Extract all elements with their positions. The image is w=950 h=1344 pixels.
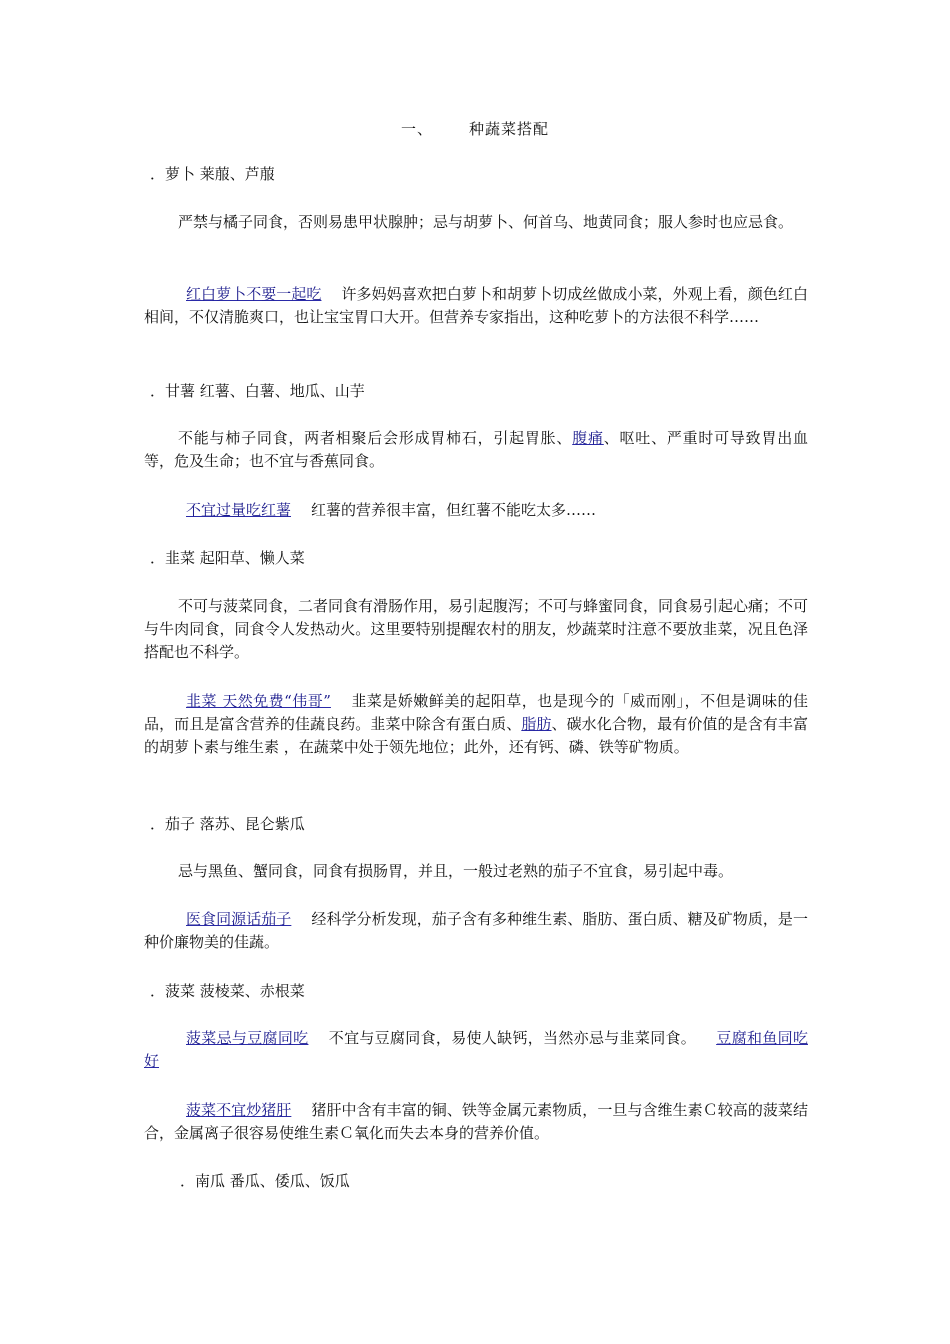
paragraph-spinach-1-text: 不宜与豆腐同食，易使人缺钙，当然亦忌与韭菜同食。 [328, 1029, 697, 1047]
title-text: 种蔬菜搭配 [469, 120, 550, 138]
link-tofu-fish[interactable]: 豆腐和鱼同吃好 [144, 1029, 808, 1070]
paragraph-eggplant-2-text: 经科学分析发现，茄子含有多种维生素、脂肪、蛋白质、糖及矿物质，是一种价廉物美的佳蔬。 [144, 910, 808, 951]
paragraph-eggplant-1: 忌与黑鱼、蟹同食，同食有损肠胃，并且，一般过老熟的茄子不宜食，易引起中毒。 [178, 862, 734, 880]
section-heading-sweet-potato: ．甘薯 红薯、白薯、地瓜、山芋 [150, 382, 365, 400]
paragraph-sweet-potato-1b: 、呕吐、严重时可导致胃出血等，危及生命；也不宜与香蕉同食。 [144, 429, 808, 470]
section-heading-chives: ．韭菜 起阳草、懒人菜 [150, 549, 305, 567]
paragraph-sweet-potato-2 [144, 499, 808, 522]
paragraph-sweet-potato-2-text: 红薯的营养很丰富，但红薯不能吃太多…… [311, 501, 597, 519]
link-abdominal-pain[interactable]: 腹痛 [572, 429, 604, 447]
title-number: 一、 [400, 120, 433, 138]
link-spinach-liver[interactable]: 菠菜不宜炒猪肝 [186, 1101, 292, 1119]
paragraph-sweet-potato-1 [144, 427, 808, 473]
section-heading-eggplant: ．茄子 落苏、昆仑紫瓜 [150, 815, 305, 833]
link-radish[interactable]: 红白萝卜不要一起吃 [186, 285, 322, 303]
paragraph-chives-2a: 韭菜是娇嫩鲜美的起阳草，也是现今的「威而刚」，不但是调味的佳品，而且是富含营养的佳蔬良药。韭菜中除含有蛋白质、 [144, 692, 808, 733]
paragraph-radish-2-text: 许多妈妈喜欢把白萝卜和胡萝卜切成丝做成小菜，外观上看，颜色红白相间，不仅清脆爽口，也让宝宝胃口大开。但营养专家指出，这种吃萝卜的方法很不科学…… [144, 285, 808, 326]
paragraph-chives-2b: 、碳水化合物，最有价值的是含有丰富的胡萝卜素与维生素 ，在蔬菜中处于领先地位；此外，还有钙、磷、铁等矿物质。 [144, 715, 808, 756]
section-heading-spinach: ．菠菜 菠棱菜、赤根菜 [150, 982, 305, 1000]
link-fat[interactable]: 脂肪 [521, 715, 552, 733]
paragraph-chives-1: 不可与菠菜同食，二者同食有滑肠作用，易引起腹泻；不可与蜂蜜同食，同食易引起心痛；不可与牛肉同食，同食令人发热动火。这里要特别提醒农村的朋友，炒蔬菜时注意不要放韭菜，况且色泽搭配也不科学。 [144, 597, 809, 661]
link-chives[interactable]: 韭菜 天然免费“伟哥” [186, 692, 331, 710]
paragraph-spinach-1 [144, 1027, 808, 1073]
section-heading-pumpkin: ．南瓜 番瓜、倭瓜、饭瓜 [180, 1172, 350, 1190]
link-eggplant[interactable]: 医食同源话茄子 [186, 910, 292, 928]
paragraph-spinach-2-text: 猪肝中含有丰富的铜、铁等金属元素物质，一旦与含维生素Ｃ较高的菠菜结合，金属离子很容易使维生素Ｃ氧化而失去本身的营养价值。 [144, 1101, 808, 1142]
paragraph-radish-2 [144, 283, 808, 329]
paragraph-spinach-2 [144, 1099, 808, 1145]
page-title [0, 118, 950, 139]
paragraph-chives-2 [144, 690, 808, 759]
link-sweet-potato[interactable]: 不宜过量吃红薯 [186, 501, 292, 519]
paragraph-sweet-potato-1a: 不能与柿子同食，两者相聚后会形成胃柿石，引起胃胀、 [178, 429, 573, 447]
paragraph-radish-1: 严禁与橘子同食，否则易患甲状腺肿；忌与胡萝卜、何首乌、地黄同食；服人参时也应忌食。 [178, 213, 794, 231]
link-spinach-tofu[interactable]: 菠菜忌与豆腐同吃 [186, 1029, 309, 1047]
paragraph-eggplant-2 [144, 908, 808, 954]
section-heading-radish: ．萝卜 莱菔、芦菔 [150, 165, 275, 183]
